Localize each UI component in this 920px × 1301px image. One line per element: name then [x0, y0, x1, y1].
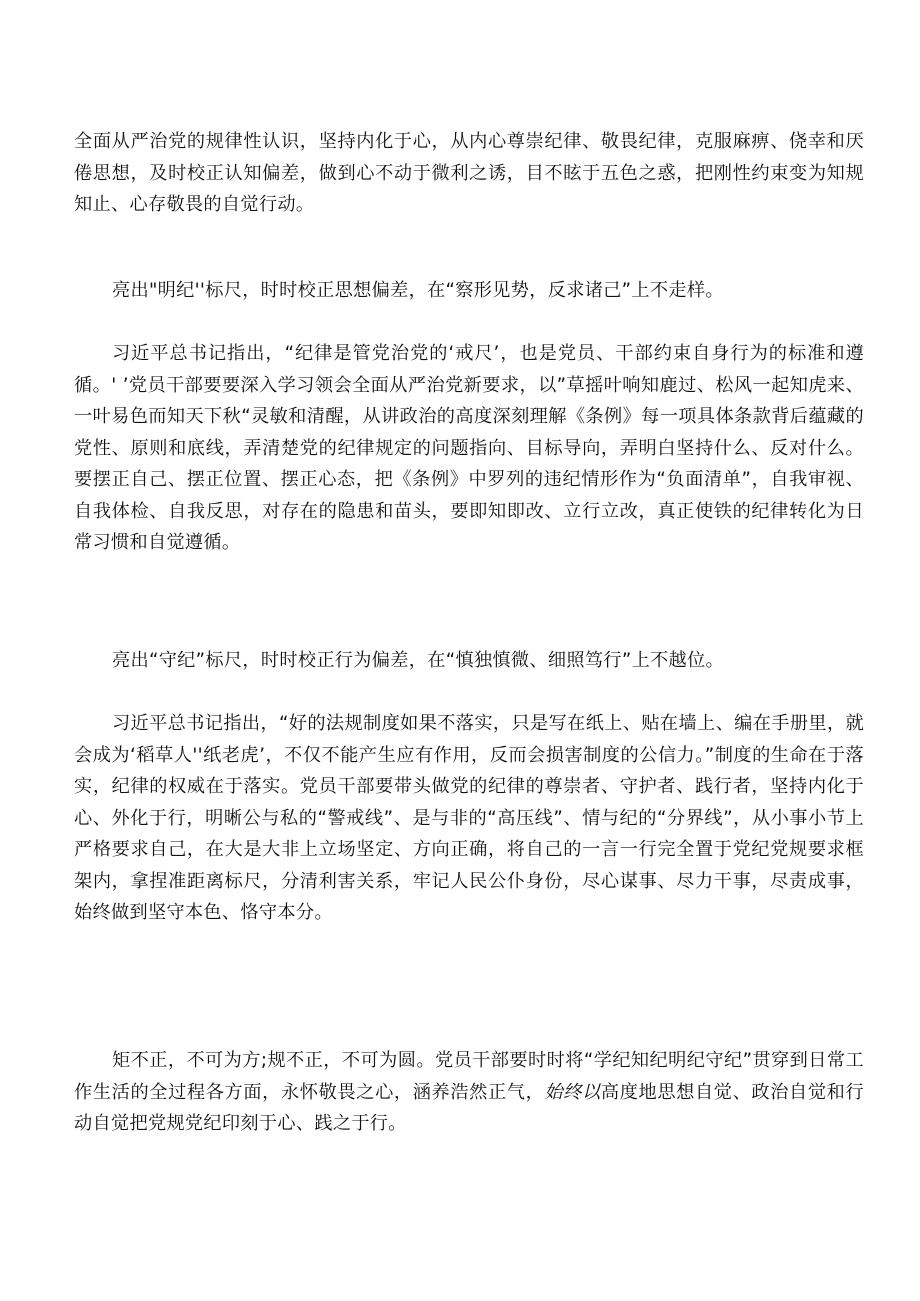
- paragraph-6: [74, 1045, 864, 1140]
- paragraph-2: 亮出"明纪''标尺，时时校正思想偏差，在“察形见势，反求诸己”上不走样。: [112, 280, 724, 301]
- paragraph-3: 习近平总书记指出，“纪律是管党治党的‘戒尺’，也是党员、干部约束自身行为的标准和遵循。' ’党员干部要要深入学习领会全面从严治党新要求，以”草摇叶响知鹿过、松风一起知虎来、一叶易色而知天下秋“灵敏和清醒，从讲政治的高度深刻理解《条例》每一项具体条款背后蕴藏的党性、原则和底线，弄清楚党的纪律规定的问题指向、目标导向，弄明白坚持什么、反对什么。要摆正自己、摆正位置、摆正心态，把《条例》中罗列的违纪情形作为“负面清单”，自我审视、自我体检、自我反思，对存在的隐患和苗头，要即知即改、立行立改，真正使铁的纪律转化为日常习惯和自觉遵循。: [74, 343, 864, 553]
- paragraph-4: 亮出“守纪”标尺，时时校正行为偏差，在“慎独慎微、细照笃行”上不越位。: [112, 650, 725, 671]
- paragraph-1: 全面从严治党的规律性认识，坚持内化于心，从内心尊崇纪律、敬畏纪律，克服麻痹、侥幸和厌倦思想，及时校正认知偏差，做到心不动于微利之诱，目不眩于五色之惑，把刚性约束变为知规知止、心存敬畏的自觉行动。: [74, 131, 864, 215]
- paragraph-5: 习近平总书记指出，“好的法规制度如果不落实，只是写在纸上、贴在墙上、编在手册里，就会成为‘稻草人''纸老虎’，不仅不能产生应有作用，反而会损害制度的公信力。”制度的生命在于落实，纪律的权威在于落实。党员干部要带头做党的纪律的尊崇者、守护者、践行者，坚持内化于心、外化于行，明晰公与私的“警戒线”、是与非的“高压线”、情与纪的“分界线”，从小事小节上严格要求自己，在大是大非上立场坚定、方向正确，将自己的一言一行完全置于党纪党规要求框架内，拿捏准距离标尺，分清利害关系，牢记人民公仆身份，尽心谋事、尽力干事，尽责成事，始终做到坚守本色、恪守本分。: [74, 713, 864, 923]
- paragraph-6-text-after: 高度地思想自觉、政治自觉和行动自觉把党规党纪印刻于心、践之于行。: [74, 1081, 864, 1134]
- paragraph-6-italic-text: 始终以: [544, 1081, 601, 1103]
- paragraph-6-text-before: 矩不正，不可为方;规不正，不可为圆。党员干部要时时将“学纪知纪明纪守纪”贯穿到日常工作生活的全过程各方面，永怀敬畏之心，涵养浩然正气，: [74, 1050, 864, 1103]
